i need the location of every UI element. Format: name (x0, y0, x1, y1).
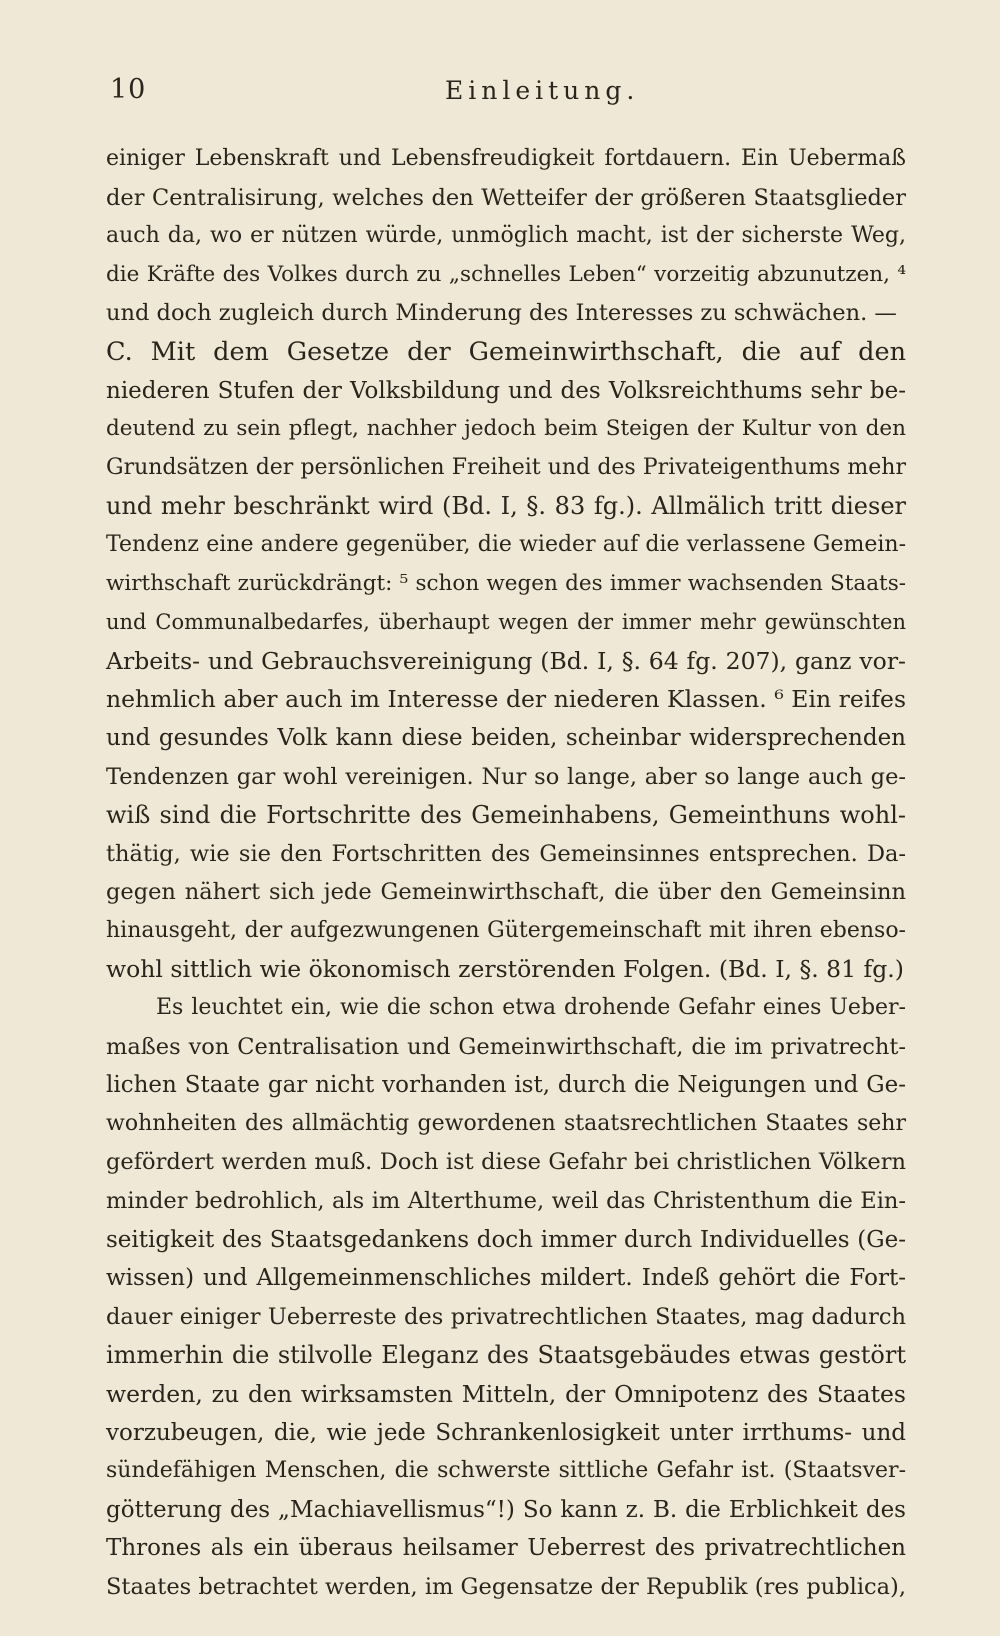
text-line: Thrones als ein überaus heilsamer Ueberrest des privatrechtlichen (106, 1535, 906, 1562)
text-line: C. Mit dem Gesetze der Gemeinwirthschaft, die auf den (106, 336, 906, 367)
text-line: der Centralisirung, welches den Wetteifer der größeren Staatsglieder (106, 184, 906, 211)
body-text (106, 140, 906, 1607)
text-line: Tendenzen gar wohl vereinigen. Nur so lange, aber so lange auch ge- (106, 763, 906, 790)
text-line: wissen) und Allgemeinmenschliches mildert. Indeß gehört die Fort- (106, 1265, 906, 1292)
text-line: lichen Staate gar nicht vorhanden ist, durch die Neigungen und Ge- (106, 1072, 906, 1099)
text-line: und doch zugleich durch Minderung des Interesses zu schwächen. — (106, 300, 897, 327)
text-line: seitigkeit des Staatsgedankens doch immer durch Individuelles (Ge- (106, 1226, 906, 1253)
text-line: und gesundes Volk kann diese beiden, scheinbar widersprechenden (106, 724, 906, 751)
text-line: immerhin die stilvolle Eleganz des Staatsgebäudes etwas gestört (106, 1341, 906, 1370)
text-line: Staates betrachtet werden, im Gegensatze der Republik (res publica), (106, 1573, 906, 1600)
text-line: dauer einiger Ueberreste des privatrechtlichen Staates, mag dadurch (106, 1303, 906, 1330)
text-line: vorzubeugen, die, wie jede Schrankenlosigkeit unter irrthums- und (106, 1419, 906, 1446)
text-line: nehmlich aber auch im Interesse der niederen Klassen. ⁶ Ein reifes (106, 685, 906, 714)
text-line: götterung des „Machiavellismus“!) So kann z. B. die Erblichkeit des (106, 1496, 906, 1523)
text-line: die Kräfte des Volkes durch zu „schnelles Leben“ vorzeitig abzunutzen, ⁴ (106, 261, 906, 287)
text-line: wirthschaft zurückdrängt: ⁵ schon wegen des immer wachsenden Staats- (106, 570, 906, 596)
text-line: auch da, wo er nützen würde, unmöglich macht, ist der sicherste Weg, (106, 223, 906, 249)
text-line: gegen nähert sich jede Gemeinwirthschaft, die über den Gemeinsinn (106, 879, 906, 906)
text-line: thätig, wie sie den Fortschritten des Gemeinsinnes entsprechen. Da- (106, 840, 906, 867)
text-line: und Communalbedarfes, überhaupt wegen der immer mehr gewünschten (106, 610, 906, 635)
page-number: 10 (110, 74, 147, 105)
text-line: wohl sittlich wie ökonomisch zerstörenden Folgen. (Bd. I, §. 81 fg.) (106, 955, 904, 984)
running-head: Einleitung. (445, 76, 640, 105)
text-line: einiger Lebenskraft und Lebensfreudigkeit fortdauern. Ein Uebermaß (106, 146, 906, 171)
text-line: wohnheiten des allmächtig gewordenen staatsrechtlichen Staates sehr (106, 1110, 906, 1136)
text-line: hinausgeht, der aufgezwungenen Gütergemeinschaft mit ihren ebenso- (106, 917, 906, 943)
text-line: wiß sind die Fortschritte des Gemeinhabens, Gemeinthuns wohl- (106, 801, 906, 830)
text-line: deutend zu sein pflegt, nachher jedoch beim Steigen der Kultur von den (106, 416, 906, 442)
text-line: Tendenz eine andere gegenüber, die wieder auf die verlassene Gemein- (106, 531, 906, 557)
page-header (110, 74, 900, 114)
text-line: werden, zu den wirksamsten Mitteln, der Omnipotenz des Staates (106, 1380, 906, 1408)
text-line: Es leuchtet ein, wie die schon etwa drohende Gefahr eines Ueber- (156, 995, 906, 1021)
text-line: gefördert werden muß. Doch ist diese Gefahr bei christlichen Völkern (106, 1149, 906, 1176)
text-line: und mehr beschränkt wird (Bd. I, §. 83 fg.). Allmälich tritt dieser (106, 492, 906, 521)
text-line: minder bedrohlich, als im Alterthume, weil das Christenthum die Ein- (106, 1188, 906, 1215)
text-line: niederen Stufen der Volksbildung und des Volksreichthums sehr be- (106, 377, 906, 404)
text-line: Grundsätzen der persönlichen Freiheit und des Privateigenthums mehr (106, 454, 906, 480)
text-line: Arbeits- und Gebrauchsvereinigung (Bd. I, §. 64 fg. 207), ganz vor- (106, 646, 906, 675)
text-line: maßes von Centralisation und Gemeinwirthschaft, die im privatrecht- (106, 1033, 906, 1060)
text-line: sündefähigen Menschen, die schwerste sittliche Gefahr ist. (Staatsver- (106, 1458, 906, 1484)
